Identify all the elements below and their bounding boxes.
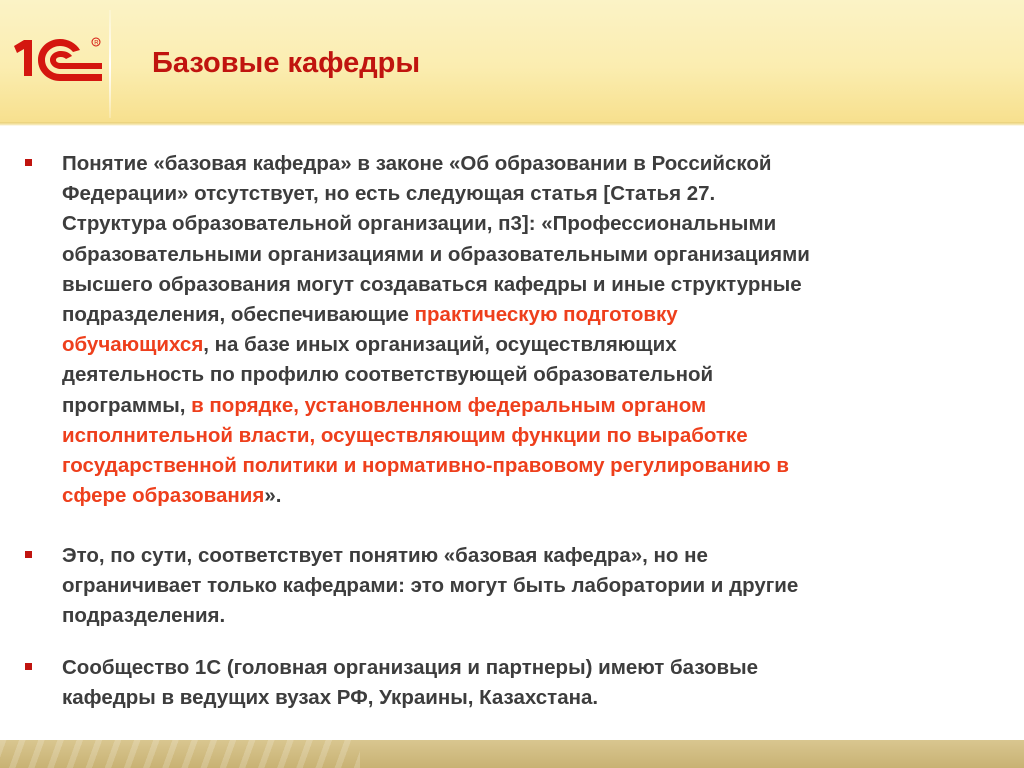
paragraph-law-definition bbox=[62, 149, 1012, 511]
slide-title: Базовые кафедры bbox=[152, 47, 421, 79]
paragraph-1c-community bbox=[62, 653, 1012, 713]
bullet-marker bbox=[25, 551, 32, 558]
text-line: высшего образования могут создаваться кафедры и иные структурные bbox=[62, 272, 802, 296]
highlight-text: государственной политики и нормативно-правовому регулированию в bbox=[62, 454, 789, 478]
text-line: подразделения. bbox=[62, 604, 226, 628]
bullet-marker bbox=[25, 663, 32, 670]
paragraph-equivalence bbox=[62, 541, 1012, 632]
1c-logo bbox=[10, 36, 106, 84]
text-line: Структура образовательной организации, п3]: «Профессиональными bbox=[62, 212, 777, 236]
slide-header bbox=[0, 0, 1024, 122]
text-line: Сообщество 1С (головная организация и партнеры) имеют базовые bbox=[62, 656, 759, 679]
text-line: ограничивает только кафедрами: это могут быть лаборатории и другие bbox=[62, 574, 799, 598]
highlight-text: исполнительной власти, осуществляющим функции по выработке bbox=[62, 423, 748, 447]
text-line: , на базе иных организаций, осуществляющих bbox=[203, 333, 677, 357]
text-line: Понятие «базовая кафедра» в законе «Об образовании в Российской bbox=[62, 152, 772, 175]
highlight-text: практическую подготовку bbox=[414, 303, 678, 327]
highlight-text: обучающихся bbox=[62, 333, 204, 357]
footer-pattern bbox=[0, 740, 360, 768]
text-line: ». bbox=[264, 484, 282, 508]
highlight-text: сфере образования bbox=[62, 484, 265, 508]
text-line: подразделения, обеспечивающие bbox=[62, 303, 415, 327]
slide-footer bbox=[0, 740, 1024, 768]
highlight-text: в порядке, установленном федеральным органом bbox=[191, 393, 707, 417]
text-line: кафедры в ведущих вузах РФ, Украины, Казахстана. bbox=[62, 686, 599, 710]
text-line: Это, по сути, соответствует понятию «базовая кафедра», но не bbox=[62, 544, 708, 567]
text-line: деятельность по профилю соответствующей образовательной bbox=[62, 363, 714, 387]
bullet-marker bbox=[25, 159, 32, 166]
text-line: образовательными организациями и образовательными организациями bbox=[62, 242, 810, 266]
text-line: Федерации» отсутствует, но есть следующая статья [Статья 27. bbox=[62, 182, 716, 206]
svg-text:R: R bbox=[94, 40, 99, 47]
header-underline bbox=[0, 122, 1024, 126]
header-divider bbox=[109, 10, 111, 118]
text-line: программы, bbox=[62, 393, 192, 417]
